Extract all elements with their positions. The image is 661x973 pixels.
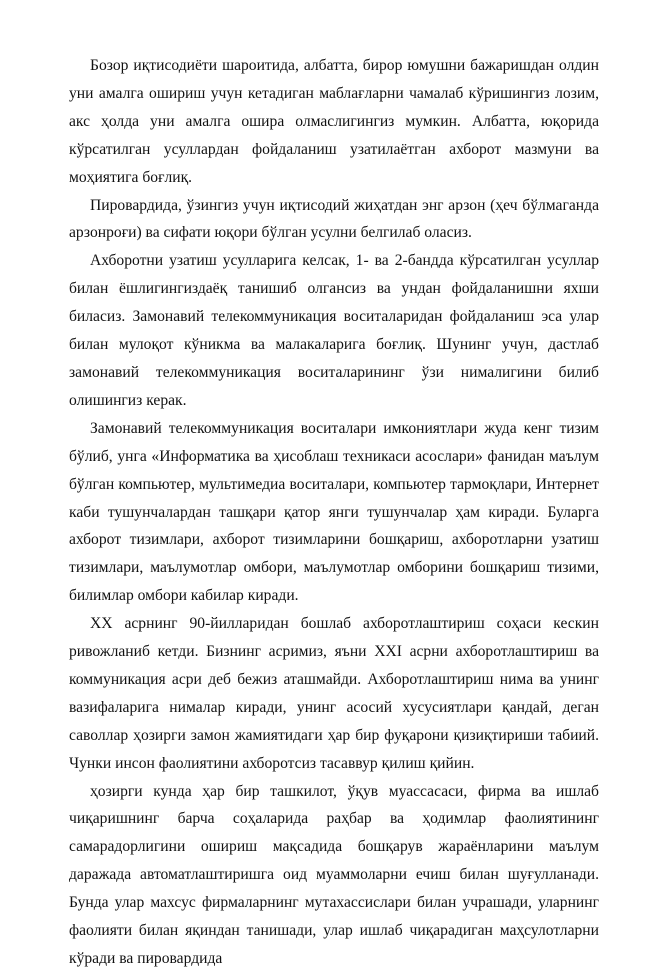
paragraph-4: Замонавий телекоммуникация воситалари имкониятлари жуда кенг тизим бўлиб, унга «Информатика ва ҳисоблаш техникаси асослари» фанидан маълум бўлган компьютер, мультимедиа воситалари, компьютер тармоқлари, Интернет каби тушунчалардан ташқари қатор янги тушунчалар ҳам киради. Буларга ахборот тизимлари, ахборот тизимларини бошқариш, ахборотларни узатиш тизимлари, маълумотлар омбори, маълумотлар омборини бошқариш тизими, билимлар омбори кабилар киради. bbox=[69, 419, 599, 605]
paragraph-2: Пировардида, ўзингиз учун иқтисодий жиҳатдан энг арзон (ҳеч бўлмаганда арзонроғи) ва сифати юқори бўлган усулни белгилаб оласиз. bbox=[69, 196, 599, 242]
paragraph-1: Бозор иқтисодиёти шароитида, албатта, бирор юмушни бажаришдан олдин уни амалга ошириш учун кетадиган маблағларни чамалаб кўришингиз лозим, акс ҳолда уни амалга ошира олмаслигингиз мумкин. Албатта, юқорида кўрсатилган усуллардан фойдаланиш узатилаётган ахборот мазмуни ва моҳиятига боғлиқ. bbox=[69, 57, 599, 186]
paragraph-6: ҳозирги кунда ҳар бир ташкилот, ўқув муассасаси, фирма ва ишлаб чиқаришнинг барча соҳаларида раҳбар ва ҳодимлар фаолиятининг самарадорлигини ошириш мақсадида бошқарув жараёнларини маълум даражада автоматлаштиришга оид муаммоларни ечиш билан шуғулланади. Бунда улар махсус фирмаларнинг мутахассислари билан учрашади, уларнинг фаолияти билан яқиндан танишади, улар ишлаб чиқарадиган маҳсулотларни кўради ва пировардида bbox=[69, 782, 599, 967]
paragraph-5: XX асрнинг 90-йилларидан бошлаб ахборотлаштириш соҳаси кескин ривожланиб кетди. Бизнинг асримиз, яъни XXI асрни ахборотлаштириш ва коммуникация асри деб бежиз аташмайди. Ахборотлаштириш нима ва унинг вазифаларига нималар киради, унинг асосий хусусиятлари қандай, деган саволлар ҳозирги замон жамиятидаги ҳар бир фуқарони қизиқтириши табиий. Чунки инсон фаолиятини ахборотсиз тасаввур қилиш қийин. bbox=[69, 615, 599, 772]
paragraph-3: Ахборотни узатиш усулларига келсак, 1- ва 2-бандда кўрсатилган усуллар билан ёшлигингиздаёқ танишиб олгансиз ва ундан фойдаланишни яхши биласиз. Замонавий телекоммуникация воситаларидан фойдаланиш эса улар билан мулоқот кўникма ва малакаларига боғлиқ. Шунинг учун, дастлаб замонавий телекоммуникация воситаларининг ўзи нималигини билиб олишингиз керак. bbox=[69, 252, 599, 409]
document-page bbox=[69, 52, 599, 973]
